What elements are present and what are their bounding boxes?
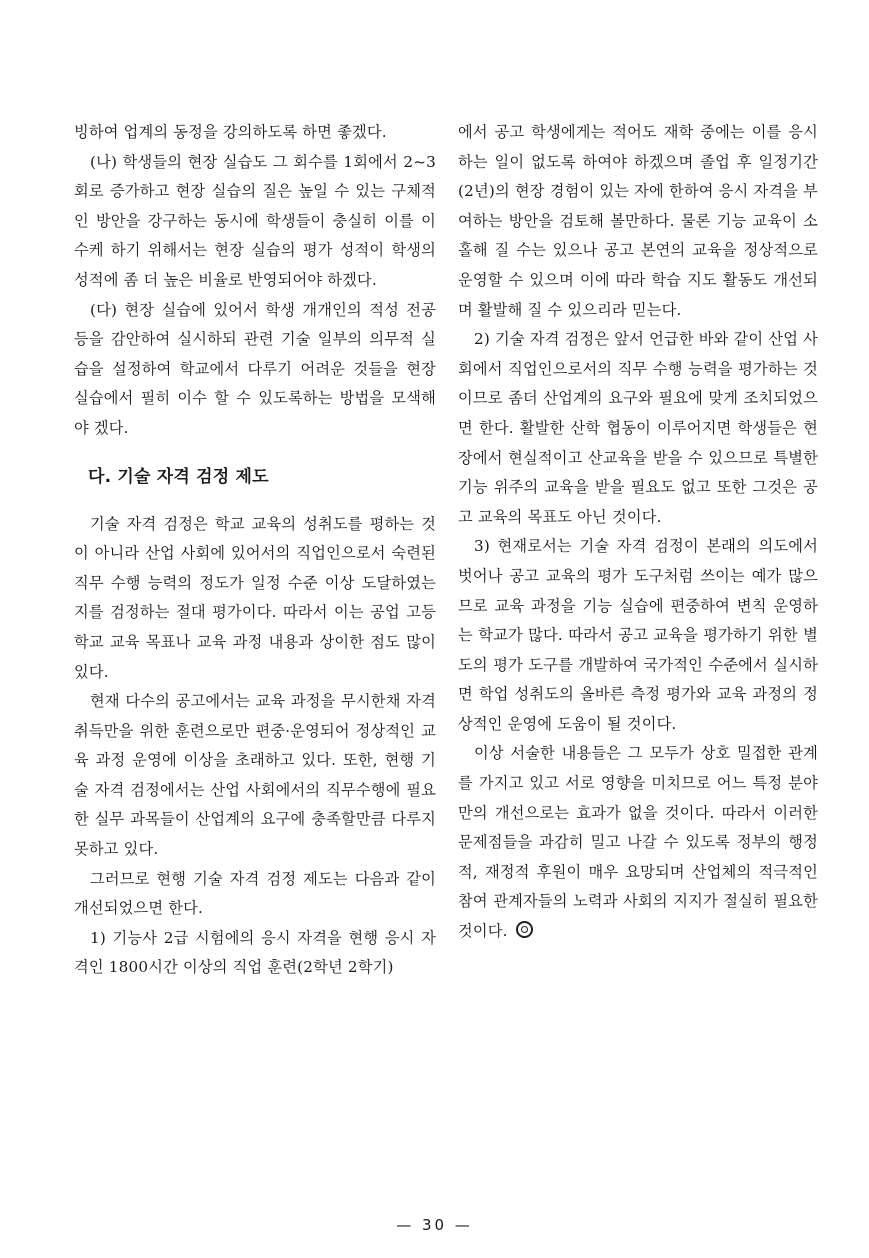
right-column bbox=[458, 118, 818, 947]
paragraph-final bbox=[458, 739, 818, 946]
paragraph: 현재 다수의 공고에서는 교육 과정을 무시한채 자격 취득만을 위한 훈련으로만 편중·운영되어 정상적인 교육 과정 운영에 이상을 초래하고 있다. 또한, 현행 기술 자격 검정에서는 산업 사회에서의 직무수행에 필요한 실무 과목들이 산업계의 요구에 충족할만큼 다루지 못하고 있다. bbox=[74, 692, 436, 859]
paragraph: (나) 학생들의 현장 실습도 그 회수를 1회에서 2~3회로 증가하고 현장 실습의 질은 높일 수 있는 구체적인 방안을 강구하는 동시에 학생들이 충실히 이를 이수케 하기 위해서는 현장 실습의 평가 성적이 학생의 성적에 좀 더 높은 비율로 반영되어야 하겠다. bbox=[74, 152, 436, 289]
paragraph: 기술 자격 검정은 학교 교육의 성취도를 평하는 것이 아니라 산업 사회에 있어서의 직업인으로서 숙련된 직무 수행 능력의 정도가 일정 수준 이상 도달하였는지를 검정하는 절대 평가이다. 따라서 이는 공업 고등학교 교육 목표나 교육 과정 내용과 상이한 점도 많이 있다. bbox=[74, 514, 436, 681]
paragraph: 3) 현재로서는 기술 자격 검정이 본래의 의도에서 벗어나 공고 교육의 평가 도구처럼 쓰이는 예가 많으므로 교육 과정을 기능 실습에 편중하여 변칙 운영하는 학교가 많다. 따라서 공고 교육을 평가하기 위한 별도의 평가 도구를 개발하여 국가적인 수준에서 실시하면 학업 성취도의 올바른 측정 평가와 교육 과정의 정상적인 운영에 도움이 될 것이다. bbox=[458, 537, 818, 733]
paragraph: 1) 기능사 2급 시험에의 응시 자격을 현행 응시 자격인 1800시간 이상의 직업 훈련(2학년 2학기) bbox=[74, 928, 436, 977]
paragraph: 그러므로 현행 기술 자격 검정 제도는 다음과 같이 개선되었으면 한다. bbox=[74, 869, 436, 918]
paragraph: 2) 기술 자격 검정은 앞서 언급한 바와 같이 산업 사회에서 직업인으로서의 직무 수행 능력을 평가하는 것이므로 좀더 산업계의 요구와 필요에 맞게 조치되었으면 한다. 활발한 산학 협동이 이루어지면 학생들은 현장에서 현실적이고 산교육을 받을 수 있으므로 특별한 기능 위주의 교육을 받을 필요도 없고 또한 그것은 공고 교육의 목표도 아닌 것이다. bbox=[458, 330, 818, 526]
paragraph-text: 이상 서술한 내용들은 그 모두가 상호 밀접한 관계를 가지고 있고 서로 영향을 미치므로 어느 특정 분야만의 개선으로는 효과가 없을 것이다. 따라서 이러한 문제점들을 과감히 밀고 나갈 수 있도록 정부의 행정적, 재정적 후원이 매우 요망되며 산업체의 적극적인 참여 관계자들의 노력과 사회의 지지가 절실히 필요한 것이다. bbox=[458, 744, 818, 941]
end-mark-icon bbox=[516, 921, 533, 938]
left-column bbox=[74, 118, 436, 983]
paragraph: (다) 현장 실습에 있어서 학생 개개인의 적성 전공 등을 감안하여 실시하되 관련 기술 일부의 의무적 실습을 설정하여 학교에서 다루기 어려운 것들을 현장 실습에서 필히 이수 할 수 있도록하는 방법을 모색해야 겠다. bbox=[74, 300, 436, 437]
paragraph: 에서 공고 학생에게는 적어도 재학 중에는 이를 응시하는 일이 없도록 하여야 하겠으며 졸업 후 일정기간(2년)의 현장 경험이 있는 자에 한하여 응시 자격을 부여하는 방안을 검토해 볼만하다. 물론 기능 교육이 소홀해 질 수는 있으나 공고 본연의 교육을 정상적으로 운영할 수 있으며 이에 따라 학습 지도 활동도 개선되며 활발해 질 수 있으리라 믿는다. bbox=[458, 123, 818, 319]
paragraph: 빙하여 업계의 동정을 강의하도록 하면 좋겠다. bbox=[74, 123, 387, 141]
page-number: — 30 — bbox=[396, 1216, 473, 1234]
section-heading: 다. 기술 자격 검정 제도 bbox=[88, 466, 269, 487]
